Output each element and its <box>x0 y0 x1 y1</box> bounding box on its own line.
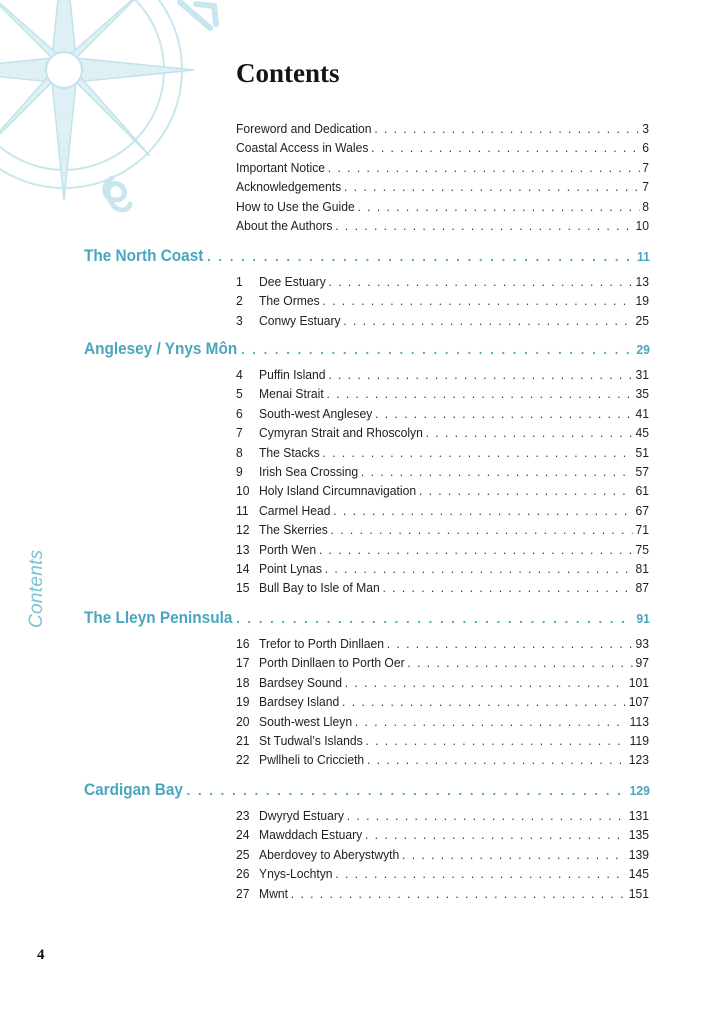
toc-entry[interactable] <box>236 752 649 771</box>
dot-leader <box>322 445 632 460</box>
entry-page-number: 57 <box>635 463 650 479</box>
dot-leader <box>367 752 626 767</box>
route-list <box>236 274 649 332</box>
route-number: 21 <box>236 732 250 748</box>
entry-title: Bardsey Sound <box>259 674 342 690</box>
toc-entry[interactable] <box>236 199 649 218</box>
route-number: 8 <box>236 444 243 460</box>
entry-title: Carmel Head <box>259 502 331 518</box>
entry-page-number: 7 <box>642 179 650 195</box>
toc-entry[interactable] <box>236 406 649 425</box>
section-page-number: 29 <box>636 342 650 357</box>
section-cardigan-bay <box>84 781 650 905</box>
entry-page-number: 107 <box>628 694 650 710</box>
entry-title: The Ormes <box>259 293 320 309</box>
entry-title: Porth Dinllaen to Porth Oer <box>259 655 405 671</box>
toc-entry[interactable] <box>236 218 649 237</box>
section-title: The Lleyn Peninsula <box>84 609 233 627</box>
dot-leader <box>365 733 627 748</box>
entry-page-number: 6 <box>642 140 650 156</box>
entry-page-number: 19 <box>635 293 650 309</box>
toc-entry[interactable] <box>236 808 649 827</box>
entry-title: St Tudwal’s Islands <box>259 732 363 748</box>
entry-page-number: 7 <box>642 159 650 175</box>
entry-title: Dwyryd Estuary <box>259 808 344 823</box>
toc-entry[interactable] <box>236 445 649 464</box>
toc-entry[interactable] <box>236 636 649 655</box>
entry-title: Aberdovey to Aberystwyth <box>259 846 400 862</box>
route-list <box>236 636 649 772</box>
entry-title: Mawddach Estuary <box>259 827 363 843</box>
section-title: Anglesey / Ynys Môn <box>84 340 238 358</box>
section-lleyn-peninsula <box>84 609 650 772</box>
dot-leader <box>335 218 633 233</box>
dot-leader <box>426 425 633 440</box>
entry-page-number: 13 <box>635 274 650 289</box>
toc-entry[interactable] <box>236 179 649 198</box>
route-number: 14 <box>236 560 250 576</box>
toc-entry[interactable] <box>236 522 649 541</box>
entry-title: Mwnt <box>259 885 288 901</box>
entry-page-number: 93 <box>635 636 650 651</box>
entry-page-number: 81 <box>635 560 650 576</box>
page-title: Contents <box>236 58 340 88</box>
entry-page-number: 123 <box>628 752 650 768</box>
section-title: The North Coast <box>84 247 204 265</box>
entry-title: Coastal Access in Wales <box>236 140 369 156</box>
toc-entry[interactable] <box>236 274 649 293</box>
section-heading[interactable] <box>84 609 650 631</box>
section-heading[interactable] <box>84 781 650 803</box>
toc-entry[interactable] <box>236 483 649 502</box>
toc-entry[interactable] <box>236 542 649 561</box>
toc-entry[interactable] <box>236 121 649 140</box>
entry-title: Holy Island Circumnavigation <box>259 483 417 499</box>
entry-page-number: 51 <box>635 444 650 460</box>
toc-entry[interactable] <box>236 847 649 866</box>
route-list <box>236 367 649 600</box>
dot-leader <box>333 503 633 518</box>
route-number: 12 <box>236 522 250 538</box>
section-page-number: 91 <box>636 611 650 626</box>
route-number: 15 <box>236 580 250 596</box>
entry-title: South-west Lleyn <box>259 713 353 729</box>
dot-leader <box>319 542 633 557</box>
toc-entry[interactable] <box>236 561 649 580</box>
entry-page-number: 3 <box>642 121 650 136</box>
dot-leader <box>325 561 633 576</box>
dot-leader <box>355 714 627 729</box>
dot-leader <box>328 367 632 382</box>
entry-page-number: 101 <box>628 674 650 690</box>
section-page-number: 129 <box>629 783 650 798</box>
dot-leader <box>187 782 626 798</box>
entry-title: The Stacks <box>259 444 320 460</box>
toc-entry[interactable] <box>236 386 649 405</box>
toc-entry[interactable] <box>236 694 649 713</box>
entry-title: Acknowledgements <box>236 179 342 195</box>
dot-leader <box>365 827 626 842</box>
toc-entry[interactable] <box>236 367 649 386</box>
toc-entry[interactable] <box>236 160 649 179</box>
entry-page-number: 61 <box>635 483 650 499</box>
section-page-number: 11 <box>637 249 650 264</box>
entry-page-number: 145 <box>628 866 650 882</box>
route-number: 10 <box>236 483 250 499</box>
route-number: 5 <box>236 386 243 402</box>
toc-entry[interactable] <box>236 827 649 846</box>
dot-leader <box>357 199 639 214</box>
route-number: 3 <box>236 312 243 328</box>
route-number: 7 <box>236 425 243 441</box>
route-number: 11 <box>236 502 249 518</box>
dot-leader <box>207 248 633 264</box>
entry-title: Point Lynas <box>259 560 322 576</box>
dot-leader <box>371 140 639 155</box>
dot-leader <box>327 386 633 401</box>
entry-page-number: 75 <box>635 541 650 557</box>
entry-page-number: 97 <box>635 655 650 671</box>
dot-leader <box>407 655 632 670</box>
dot-leader <box>382 580 632 595</box>
dot-leader <box>402 847 626 862</box>
route-number: 13 <box>236 541 250 557</box>
entry-title: Puffin Island <box>259 367 326 382</box>
toc-entry[interactable] <box>236 866 649 885</box>
entry-page-number: 151 <box>628 885 650 901</box>
route-number: 25 <box>236 846 250 862</box>
entry-title: Menai Strait <box>259 386 324 402</box>
dot-leader <box>342 694 626 709</box>
dot-leader <box>374 121 639 136</box>
section-north-coast <box>84 247 650 332</box>
entry-title: Cymyran Strait and Rhoscolyn <box>259 425 423 441</box>
route-number: 17 <box>236 655 250 671</box>
toc-entry[interactable] <box>236 503 649 522</box>
entry-title: South-west Anglesey <box>259 405 373 421</box>
section-heading[interactable] <box>84 340 650 362</box>
route-number: 19 <box>236 694 250 710</box>
route-number: 26 <box>236 866 250 882</box>
toc-entry[interactable] <box>236 313 649 332</box>
section-title: Cardigan Bay <box>84 781 183 799</box>
entry-title: Trefor to Porth Dinllaen <box>259 636 384 651</box>
entry-title: Bardsey Island <box>259 694 340 710</box>
entry-title: How to Use the Guide <box>236 198 355 214</box>
entry-page-number: 41 <box>635 405 650 421</box>
route-number: 4 <box>236 367 243 382</box>
route-number: 16 <box>236 636 250 651</box>
route-number: 23 <box>236 808 250 823</box>
dot-leader <box>345 675 626 690</box>
entry-page-number: 71 <box>635 522 650 538</box>
entry-title: Foreword and Dedication <box>236 121 372 136</box>
dot-leader <box>375 406 633 421</box>
entry-page-number: 113 <box>629 713 650 729</box>
dot-leader <box>387 636 633 651</box>
toc-entry[interactable] <box>236 886 649 905</box>
route-number: 18 <box>236 674 250 690</box>
section-anglesey <box>84 340 650 600</box>
toc-entry[interactable] <box>236 293 649 312</box>
dot-leader <box>343 313 632 328</box>
toc-entry[interactable] <box>236 580 649 599</box>
compass-rose-icon <box>0 0 230 230</box>
toc-entry[interactable] <box>236 140 649 159</box>
toc-entry[interactable] <box>236 655 649 674</box>
entry-page-number: 8 <box>642 198 650 214</box>
dot-leader <box>331 522 633 537</box>
toc-entry[interactable] <box>236 733 649 752</box>
entry-page-number: 10 <box>635 217 650 233</box>
dot-leader <box>335 866 626 881</box>
entry-page-number: 87 <box>635 580 650 596</box>
entry-page-number: 35 <box>635 386 650 402</box>
entry-title: Irish Sea Crossing <box>259 463 359 479</box>
entry-title: Pwllheli to Criccieth <box>259 752 365 768</box>
toc-entry[interactable] <box>236 425 649 444</box>
page-number: 4 <box>37 947 45 963</box>
toc-entry[interactable] <box>236 675 649 694</box>
route-number: 9 <box>236 463 243 479</box>
dot-leader <box>236 610 633 626</box>
entry-page-number: 119 <box>629 732 650 748</box>
route-list <box>236 808 649 905</box>
entry-title: Ynys-Lochtyn <box>259 866 333 882</box>
dot-leader <box>328 160 640 175</box>
front-matter-list <box>236 121 649 237</box>
entry-page-number: 31 <box>635 367 650 382</box>
entry-title: Porth Wen <box>259 541 317 557</box>
route-number: 27 <box>236 885 250 901</box>
route-number: 6 <box>236 405 243 421</box>
entry-page-number: 25 <box>635 312 650 328</box>
entry-page-number: 45 <box>635 425 650 441</box>
dot-leader <box>344 179 640 194</box>
entry-page-number: 131 <box>628 808 650 823</box>
dot-leader <box>322 293 632 308</box>
dot-leader <box>329 274 633 289</box>
entry-page-number: 139 <box>628 846 650 862</box>
entry-title: The Skerries <box>259 522 328 538</box>
route-number: 2 <box>236 293 243 309</box>
dot-leader <box>291 886 626 901</box>
section-heading[interactable] <box>84 247 650 269</box>
dot-leader <box>419 483 633 498</box>
entry-page-number: 67 <box>635 502 650 518</box>
entry-title: Important Notice <box>236 159 326 175</box>
entry-title: Bull Bay to Isle of Man <box>259 580 380 596</box>
dot-leader <box>241 341 633 357</box>
route-number: 24 <box>236 827 250 843</box>
route-number: 1 <box>236 274 243 289</box>
entry-title: Conwy Estuary <box>259 312 341 328</box>
entry-page-number: 135 <box>628 827 650 843</box>
dot-leader <box>347 808 626 823</box>
toc-entry[interactable] <box>236 714 649 733</box>
route-number: 20 <box>236 713 250 729</box>
entry-title: About the Authors <box>236 217 333 233</box>
entry-title: Dee Estuary <box>259 274 326 289</box>
dot-leader <box>361 464 633 479</box>
side-running-label: Contents <box>26 549 47 628</box>
route-number: 22 <box>236 752 250 768</box>
toc-entry[interactable] <box>236 464 649 483</box>
